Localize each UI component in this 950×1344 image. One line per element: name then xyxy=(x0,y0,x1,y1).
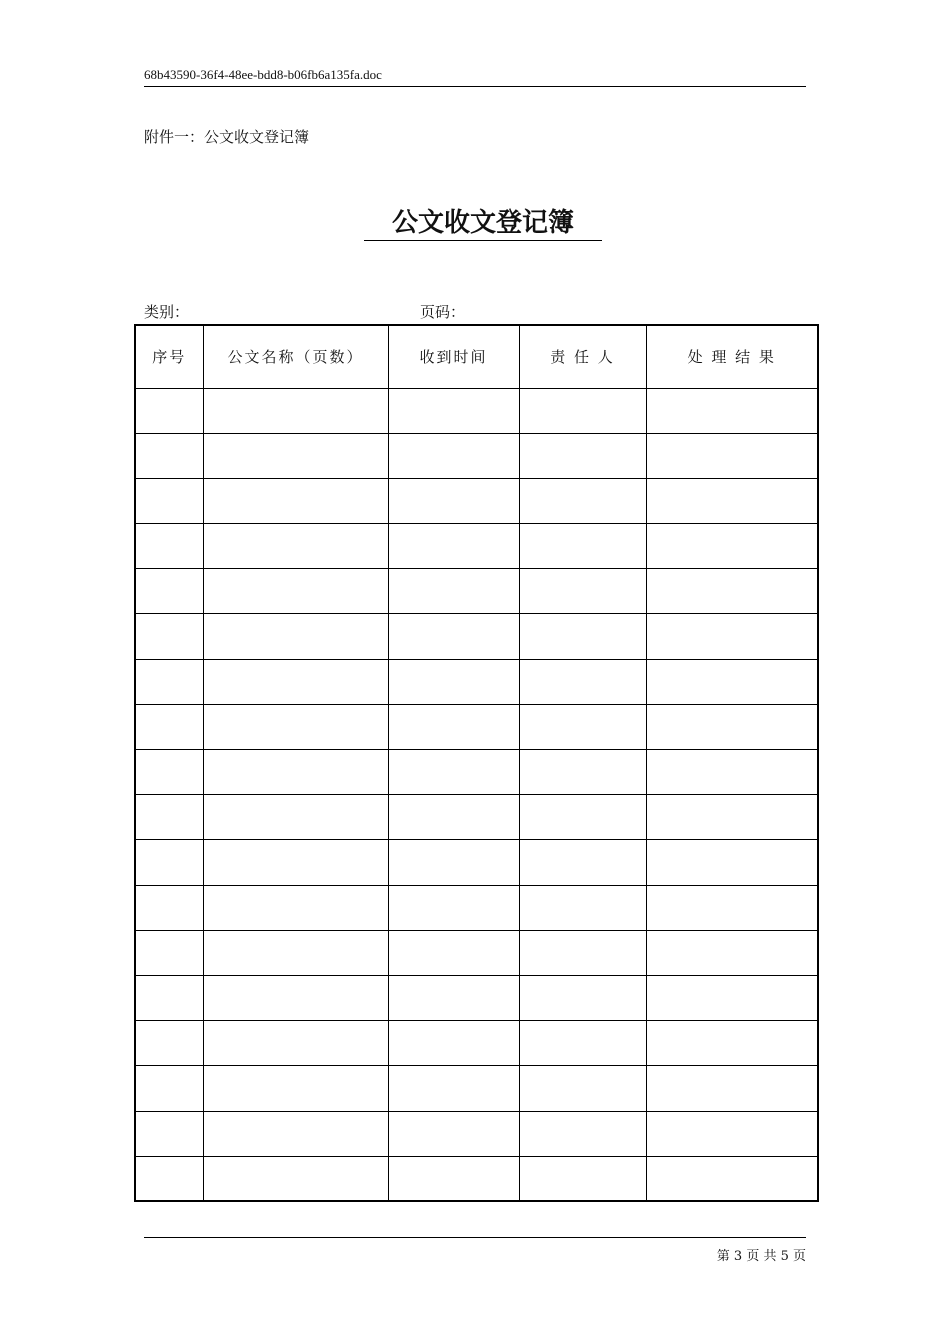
document-name-cell xyxy=(203,1111,388,1156)
column-header-processing-result: 处 理 结 果 xyxy=(646,325,818,388)
responsible-person-cell xyxy=(519,1111,646,1156)
table-body xyxy=(135,388,818,1201)
processing-result-cell xyxy=(646,478,818,523)
processing-result-cell xyxy=(646,388,818,433)
received-time-cell xyxy=(388,750,519,795)
responsible-person-cell xyxy=(519,659,646,704)
received-time-cell xyxy=(388,659,519,704)
table-row xyxy=(135,840,818,885)
received-time-cell xyxy=(388,930,519,975)
register-table xyxy=(134,324,819,1202)
serial-cell xyxy=(135,524,203,569)
serial-cell xyxy=(135,1111,203,1156)
received-time-cell xyxy=(388,1111,519,1156)
table-row xyxy=(135,388,818,433)
table-row xyxy=(135,1156,818,1201)
page-number-label: 页码： xyxy=(420,303,466,321)
processing-result-cell xyxy=(646,1156,818,1201)
responsible-person-cell xyxy=(519,840,646,885)
serial-cell xyxy=(135,885,203,930)
responsible-person-cell xyxy=(519,1156,646,1201)
document-name-cell xyxy=(203,524,388,569)
processing-result-cell xyxy=(646,930,818,975)
document-name-cell xyxy=(203,614,388,659)
table-row xyxy=(135,433,818,478)
document-name-cell xyxy=(203,840,388,885)
table-row xyxy=(135,614,818,659)
responsible-person-cell xyxy=(519,704,646,749)
received-time-cell xyxy=(388,975,519,1020)
responsible-person-cell xyxy=(519,524,646,569)
responsible-person-cell xyxy=(519,885,646,930)
processing-result-cell xyxy=(646,614,818,659)
table-row xyxy=(135,659,818,704)
serial-cell xyxy=(135,1066,203,1111)
table-row xyxy=(135,569,818,614)
table-row xyxy=(135,885,818,930)
document-name-cell xyxy=(203,930,388,975)
received-time-cell xyxy=(388,840,519,885)
table-row xyxy=(135,795,818,840)
processing-result-cell xyxy=(646,885,818,930)
document-name-cell xyxy=(203,478,388,523)
serial-cell xyxy=(135,569,203,614)
received-time-cell xyxy=(388,1021,519,1066)
document-name-cell xyxy=(203,659,388,704)
category-label: 类别： xyxy=(144,303,190,321)
received-time-cell xyxy=(388,478,519,523)
serial-cell xyxy=(135,750,203,795)
table-row xyxy=(135,975,818,1020)
processing-result-cell xyxy=(646,840,818,885)
responsible-person-cell xyxy=(519,478,646,523)
responsible-person-cell xyxy=(519,1066,646,1111)
page-footer xyxy=(144,1237,806,1264)
table-row xyxy=(135,704,818,749)
responsible-person-cell xyxy=(519,975,646,1020)
serial-cell xyxy=(135,1021,203,1066)
processing-result-cell xyxy=(646,659,818,704)
document-name-cell xyxy=(203,1156,388,1201)
responsible-person-cell xyxy=(519,569,646,614)
page-header xyxy=(144,66,806,87)
document-name-cell xyxy=(203,704,388,749)
processing-result-cell xyxy=(646,704,818,749)
responsible-person-cell xyxy=(519,433,646,478)
column-header-received-time: 收到时间 xyxy=(388,325,519,388)
serial-cell xyxy=(135,704,203,749)
attachment-label: 附件一：公文收文登记簿 xyxy=(144,128,310,146)
processing-result-cell xyxy=(646,433,818,478)
received-time-cell xyxy=(388,614,519,659)
received-time-cell xyxy=(388,1066,519,1111)
column-header-responsible-person: 责 任 人 xyxy=(519,325,646,388)
table-header-row xyxy=(135,325,818,388)
table-row xyxy=(135,930,818,975)
document-name-cell xyxy=(203,1021,388,1066)
document-name-cell xyxy=(203,388,388,433)
received-time-cell xyxy=(388,433,519,478)
serial-cell xyxy=(135,659,203,704)
document-title: 公文收文登记簿 xyxy=(364,206,602,241)
received-time-cell xyxy=(388,885,519,930)
received-time-cell xyxy=(388,524,519,569)
document-name-cell xyxy=(203,795,388,840)
received-time-cell xyxy=(388,569,519,614)
document-name-cell xyxy=(203,975,388,1020)
table-row xyxy=(135,478,818,523)
responsible-person-cell xyxy=(519,750,646,795)
processing-result-cell xyxy=(646,750,818,795)
responsible-person-cell xyxy=(519,614,646,659)
processing-result-cell xyxy=(646,524,818,569)
header-filename: 68b43590-36f4-48ee-bdd8-b06fb6a135fa.doc xyxy=(144,67,382,82)
table-row xyxy=(135,1066,818,1111)
responsible-person-cell xyxy=(519,1021,646,1066)
column-header-document-name: 公文名称（页数） xyxy=(203,325,388,388)
responsible-person-cell xyxy=(519,930,646,975)
serial-cell xyxy=(135,975,203,1020)
serial-cell xyxy=(135,795,203,840)
processing-result-cell xyxy=(646,975,818,1020)
received-time-cell xyxy=(388,795,519,840)
table-row xyxy=(135,1111,818,1156)
processing-result-cell xyxy=(646,1021,818,1066)
serial-cell xyxy=(135,840,203,885)
processing-result-cell xyxy=(646,569,818,614)
processing-result-cell xyxy=(646,1066,818,1111)
responsible-person-cell xyxy=(519,795,646,840)
serial-cell xyxy=(135,1156,203,1201)
processing-result-cell xyxy=(646,795,818,840)
document-name-cell xyxy=(203,569,388,614)
document-name-cell xyxy=(203,1066,388,1111)
serial-cell xyxy=(135,433,203,478)
document-name-cell xyxy=(203,433,388,478)
document-name-cell xyxy=(203,750,388,795)
received-time-cell xyxy=(388,704,519,749)
serial-cell xyxy=(135,478,203,523)
serial-cell xyxy=(135,388,203,433)
table-row xyxy=(135,1021,818,1066)
table-row xyxy=(135,524,818,569)
received-time-cell xyxy=(388,388,519,433)
received-time-cell xyxy=(388,1156,519,1201)
table-row xyxy=(135,750,818,795)
document-name-cell xyxy=(203,885,388,930)
processing-result-cell xyxy=(646,1111,818,1156)
footer-page-number: 第 3 页 共 5 页 xyxy=(716,1249,806,1264)
column-header-serial: 序号 xyxy=(135,325,203,388)
serial-cell xyxy=(135,614,203,659)
serial-cell xyxy=(135,930,203,975)
responsible-person-cell xyxy=(519,388,646,433)
